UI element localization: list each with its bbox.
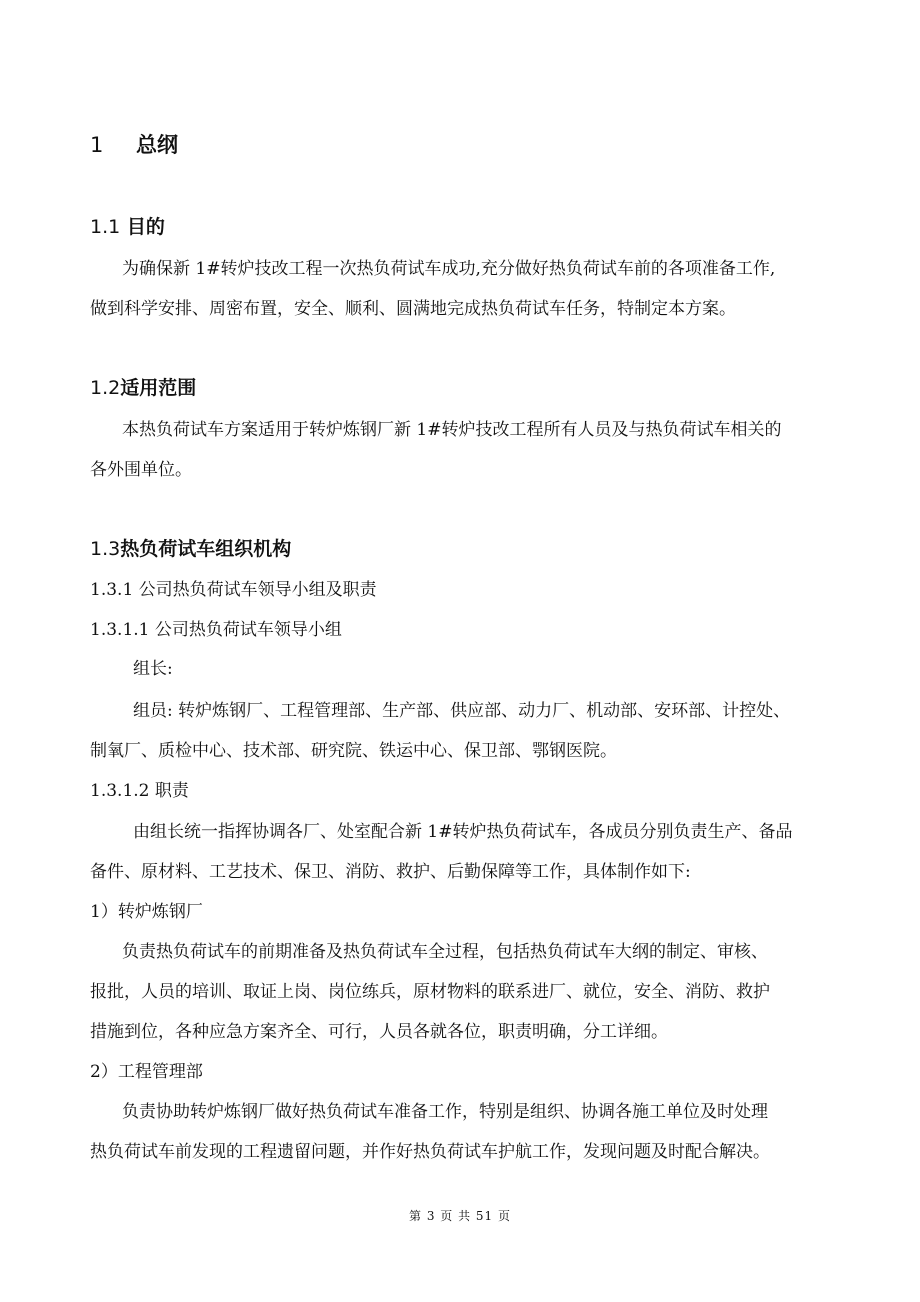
page-footer: 第 3 页 共 51 页 (409, 1209, 511, 1223)
heading-title: 目的 (126, 216, 165, 238)
list-item-title: 1）转炉炼钢厂 (90, 902, 203, 922)
heading-1-3 (90, 536, 291, 562)
paragraph-line: 负责热负荷试车的前期准备及热负荷试车全过程，包括热负荷试车大纲的制定、审核、 (122, 942, 768, 962)
subheading-1-3-1-2: 1.3.1.2 职责 (90, 781, 189, 801)
heading-number: 1 (90, 133, 104, 157)
list-item-title: 2）工程管理部 (90, 1062, 203, 1082)
leader-line: 组长: (133, 659, 173, 679)
paragraph-line: 报批，人员的培训、取证上岗、岗位练兵，原材物料的联系进厂、就位，安全、消防、救护 (90, 982, 770, 1002)
heading-1-1 (90, 214, 165, 240)
paragraph-line: 由组长统一指挥协调各厂、处室配合新 1#转炉热负荷试车，各成员分别负责生产、备品 (133, 822, 793, 842)
heading-number: 1.1 (90, 216, 121, 238)
paragraph-line: 做到科学安排、周密布置，安全、顺利、圆满地完成热负荷试车任务，特制定本方案。 (90, 299, 736, 319)
heading-title: 适用范围 (120, 377, 197, 399)
heading-1-2 (90, 375, 196, 401)
paragraph-line: 为确保新 1#转炉技改工程一次热负荷试车成功,充分做好热负荷试车前的各项准备工作, (122, 259, 776, 279)
members-line: 制氧厂、质检中心、技术部、研究院、铁运中心、保卫部、鄂钢医院。 (90, 741, 617, 761)
paragraph-line: 负责协助转炉炼钢厂做好热负荷试车准备工作，特别是组织、协调各施工单位及时处理 (122, 1102, 768, 1122)
subheading-1-3-1: 1.3.1 公司热负荷试车领导小组及职责 (90, 580, 377, 600)
members-line: 组员: 转炉炼钢厂、工程管理部、生产部、供应部、动力厂、机动部、安环部、计控处、 (133, 701, 791, 721)
paragraph-line: 热负荷试车前发现的工程遗留问题，并作好热负荷试车护航工作，发现问题及时配合解决。 (90, 1142, 770, 1162)
paragraph-line: 各外围单位。 (90, 460, 192, 480)
subheading-1-3-1-1: 1.3.1.1 公司热负荷试车领导小组 (90, 620, 342, 640)
paragraph-line: 备件、原材料、工艺技术、保卫、消防、救护、后勤保障等工作，具体制作如下: (90, 862, 691, 882)
paragraph-line: 措施到位，各种应急方案齐全、可行，人员各就各位，职责明确，分工详细。 (90, 1022, 668, 1042)
paragraph-line: 本热负荷试车方案适用于转炉炼钢厂新 1#转炉技改工程所有人员及与热负荷试车相关的 (122, 420, 782, 440)
heading-1 (90, 131, 178, 159)
heading-title: 热负荷试车组织机构 (120, 538, 292, 560)
heading-number: 1.3 (90, 538, 121, 560)
heading-title: 总纲 (136, 133, 178, 157)
heading-number: 1.2 (90, 377, 121, 399)
